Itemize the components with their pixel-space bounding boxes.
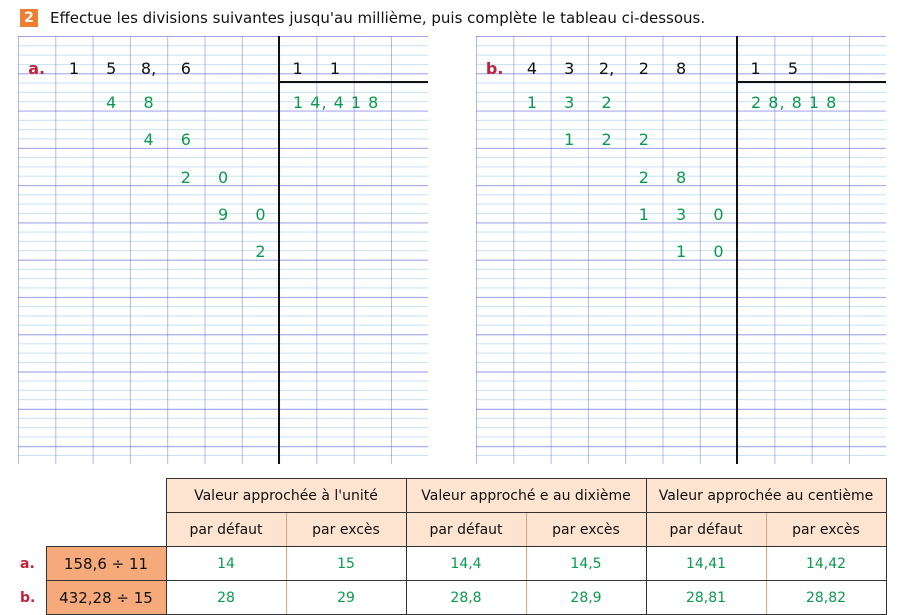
table-cell: 28,82 [766,581,886,615]
header-centieme: Valeur approchée au centième [646,479,886,513]
divisor-digit: 1 [292,59,303,79]
step-digit: 3 [676,205,687,225]
quotient: 1 4, 4 1 8 [293,93,380,112]
step-digit: 1 [564,130,575,150]
step-digit: 8 [143,93,154,113]
exercise-header [20,8,705,28]
step-digit: 2 [638,168,649,188]
empty-corner [18,513,46,547]
step-digit: 8 [676,168,687,188]
subheader-par-exces: par excès [526,513,646,547]
dividend-digit: 3 [564,59,575,79]
row-expression: 158,6 ÷ 11 [46,547,166,581]
step-digit: 1 [638,205,649,225]
step-digit: 2 [180,168,191,188]
row-label: b. [20,589,36,606]
division-grid-b [476,36,886,464]
step-digit: 4 [143,130,154,150]
table-row [18,581,886,615]
table-cell: 14,4 [406,547,526,581]
division-label: b. [485,59,504,79]
header-dixieme: Valeur approché e au dixième [406,479,646,513]
step-digit: 4 [106,93,117,113]
dividend-digit: 6 [180,59,191,79]
dividend-digit: 5 [106,59,117,79]
quotient: 2 8, 8 1 8 [751,93,838,112]
table-subheader-row [18,513,886,547]
step-digit: 2 [638,130,649,150]
row-expression: 432,28 ÷ 15 [46,581,166,615]
dividend-digit: 2 [638,59,649,79]
table-cell: 14,42 [766,547,886,581]
table-row [18,547,886,581]
exercise-instruction: Effectue les divisions suivantes jusqu'au millième, puis complète le tableau ci-dessous. [50,9,706,27]
step-digit: 2 [255,242,266,262]
divisor-digit: 1 [329,59,341,79]
table-cell: 14,41 [646,547,766,581]
dividend-digit: 2, [598,59,615,79]
step-digit: 3 [564,93,575,113]
division-grid-a [18,36,428,464]
empty-corner [46,513,166,547]
dividend-digit: 8, [140,59,157,79]
header-unite: Valeur approchée à l'unité [166,479,406,513]
step-digit: 6 [180,130,191,150]
table-cell: 28,8 [406,581,526,615]
dividend-digit: 1 [68,59,80,79]
table-cell: 28 [166,581,286,615]
subheader-par-exces: par excès [766,513,886,547]
step-digit: 2 [601,130,612,150]
divisor-digit: 5 [787,59,799,79]
subheader-par-defaut: par défaut [646,513,766,547]
empty-corner [18,479,46,513]
table-cell: 14 [166,547,286,581]
table-header-row [18,479,886,513]
results-table [18,478,887,615]
step-digit: 0 [255,205,266,225]
subheader-par-exces: par excès [286,513,406,547]
divisor-digit: 1 [750,59,761,79]
step-digit: 0 [218,168,229,188]
table-cell: 28,81 [646,581,766,615]
step-digit: 2 [601,93,612,113]
dividend-digit: 8 [676,59,687,79]
table-cell: 29 [286,581,406,615]
subheader-par-defaut: par défaut [406,513,526,547]
exercise-number-badge: 2 [20,9,38,27]
subheader-par-defaut: par défaut [166,513,286,547]
table-cell: 28,9 [526,581,646,615]
division-label: a. [28,59,46,79]
step-digit: 0 [713,242,724,262]
step-digit: 9 [218,205,229,225]
row-label: a. [20,555,35,572]
step-digit: 1 [526,93,538,113]
dividend-digit: 4 [526,59,538,79]
step-digit: 1 [676,242,687,262]
table-cell: 15 [286,547,406,581]
step-digit: 0 [713,205,724,225]
table-cell: 14,5 [526,547,646,581]
empty-corner [46,479,166,513]
